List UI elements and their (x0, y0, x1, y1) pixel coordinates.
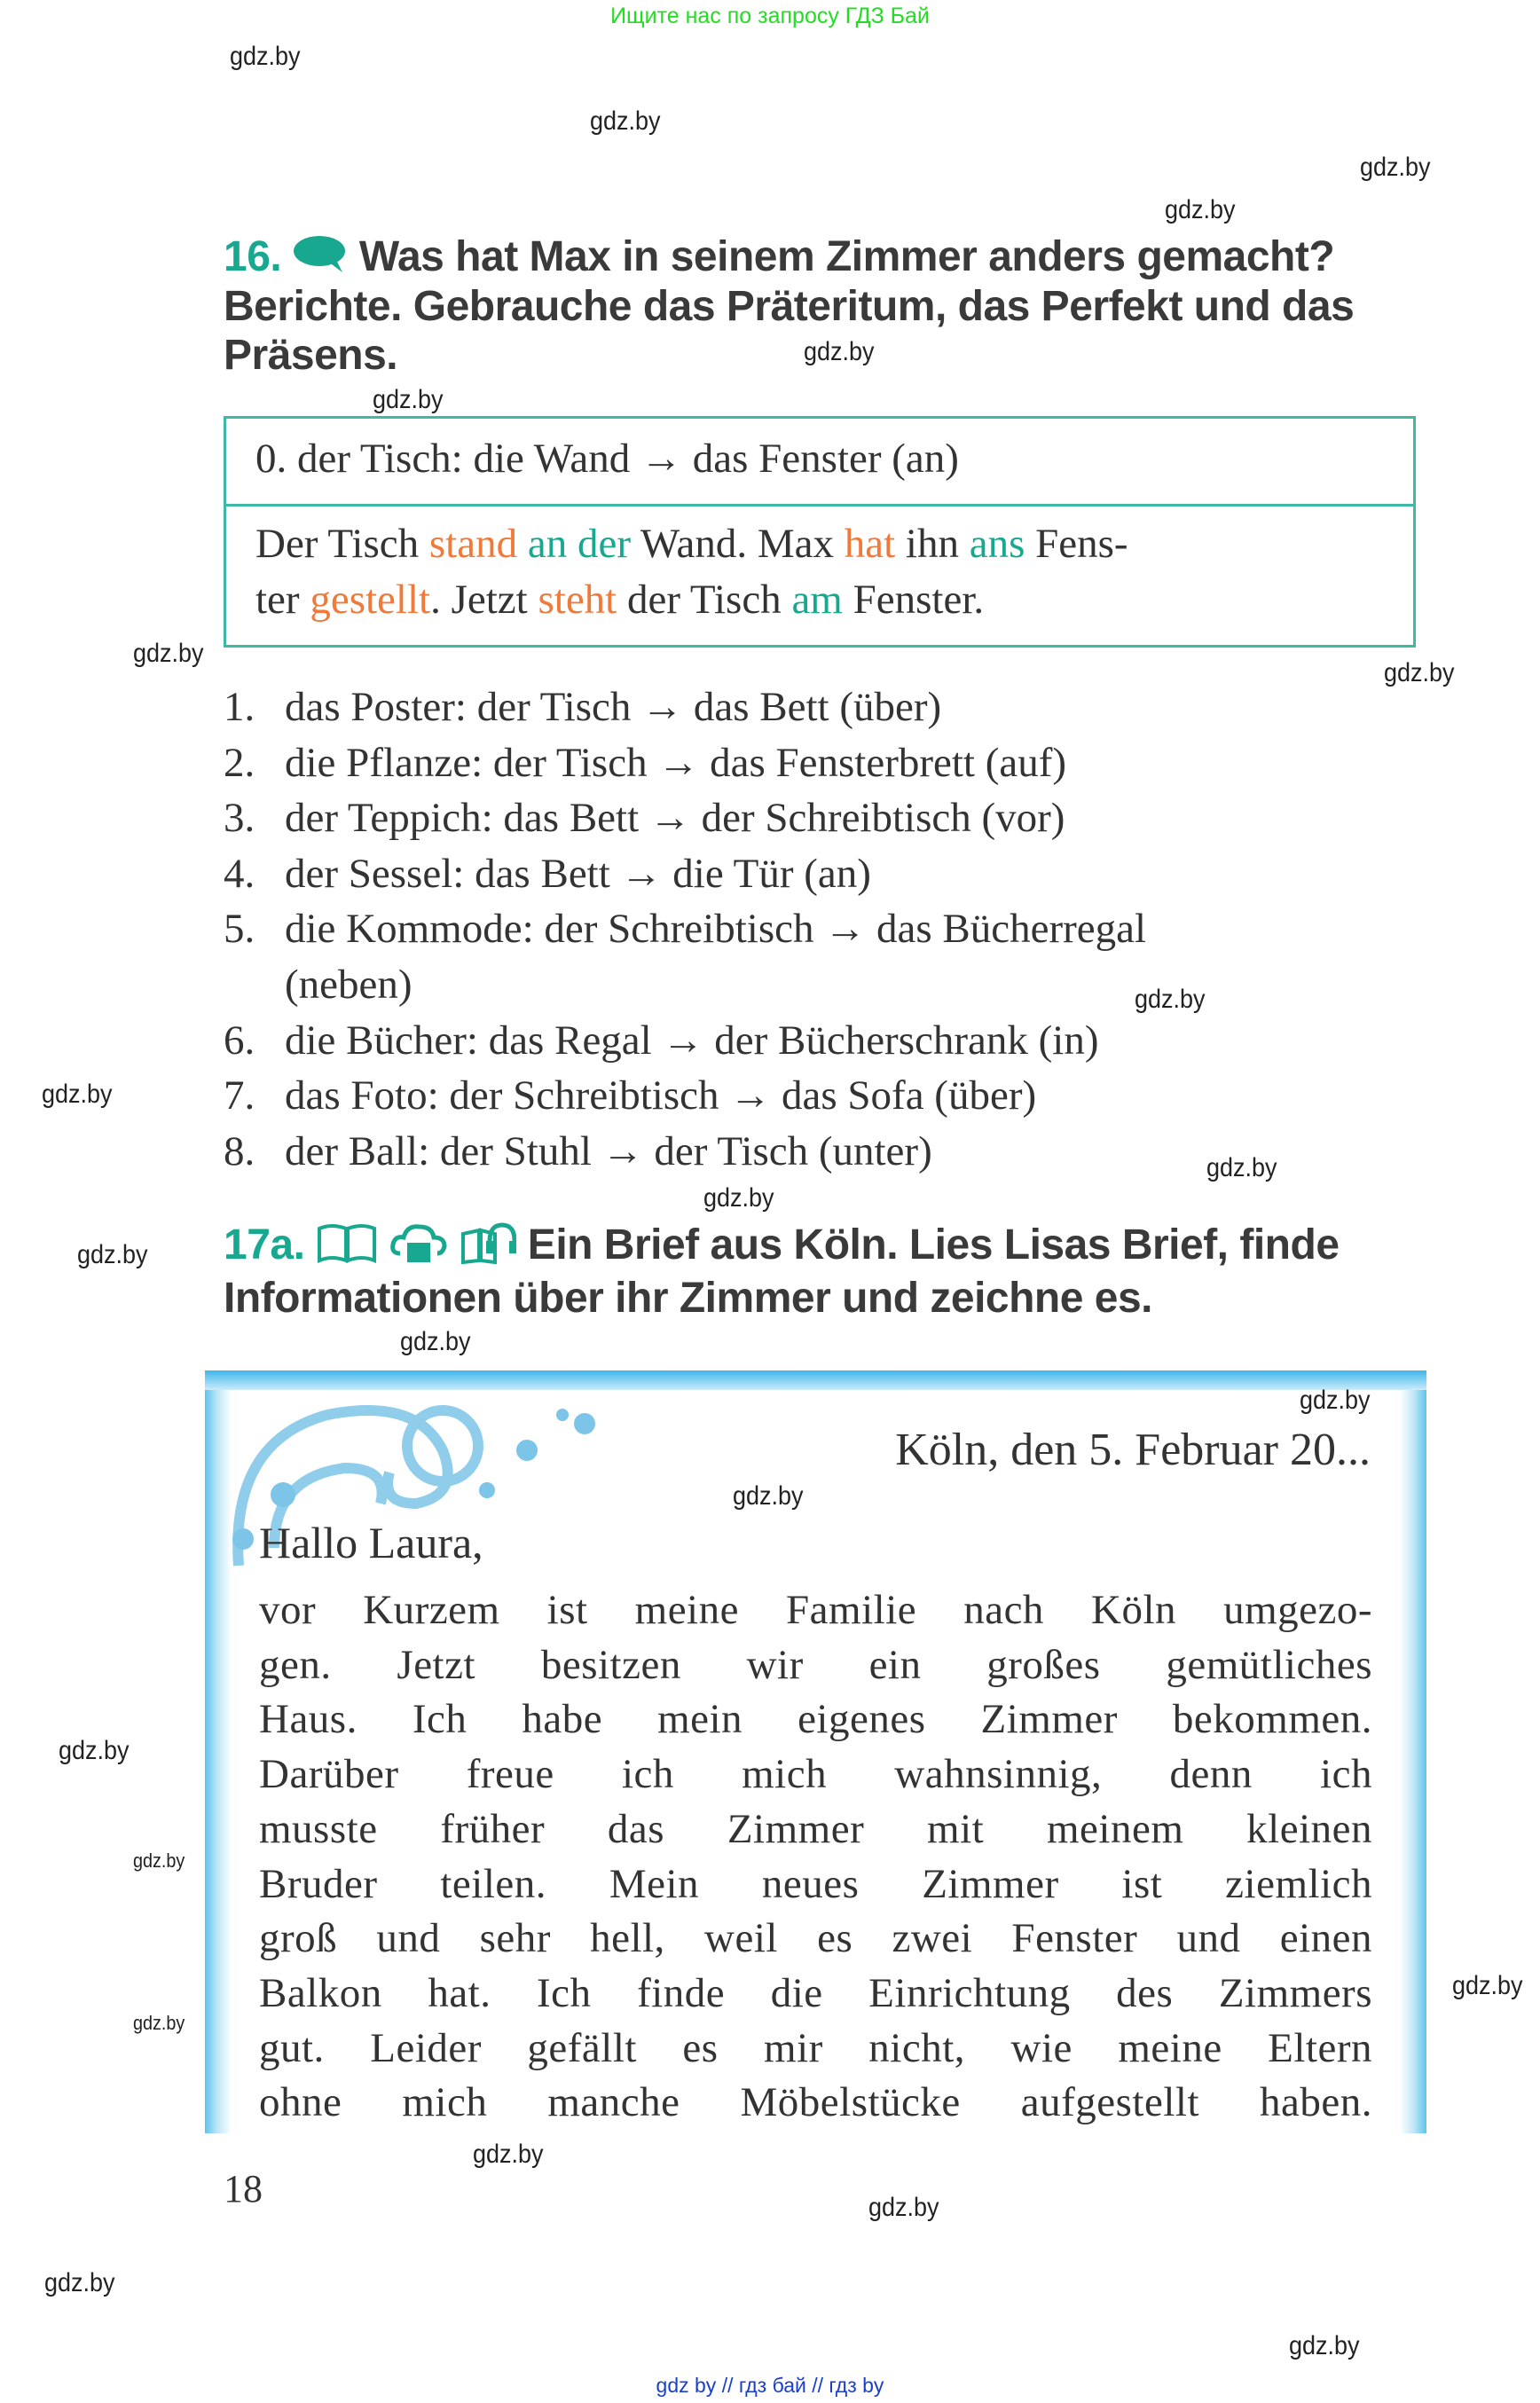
list-item (224, 961, 412, 1009)
highlighted-verb-form: an der (527, 521, 631, 567)
watermark: gdz.by (44, 2268, 115, 2297)
task16-heading-line1 (224, 232, 1417, 281)
letter-line: gut. Leider gefällt es mir nicht, wie meine Eltern (259, 2024, 1372, 2071)
cloud-folder-icon (389, 1221, 448, 1264)
task17a-title: Ein Brief aus Köln. Lies Lisas Brief, finde (527, 1221, 1340, 1268)
speech-bubble-icon (293, 235, 348, 274)
answer-text: der Tisch (617, 577, 792, 623)
watermark: gdz.by (400, 1327, 471, 1356)
letter-line: groß und sehr hell, weil es zwei Fenster und einen (259, 1915, 1372, 1962)
list-item (224, 850, 871, 899)
watermark: gdz.by (868, 2193, 939, 2222)
item-text: (neben) (285, 962, 412, 1008)
highlighted-verb-form: steht (538, 577, 617, 623)
item-number: 8. (224, 1127, 255, 1174)
item-text: das Foto: der Schreibtisch → das Sofa (über) (285, 1072, 1037, 1119)
highlighted-verb-form: gestellt (310, 577, 431, 623)
letter-line: vor Kurzem ist meine Familie nach Köln umgezo- (259, 1587, 1372, 1633)
item-text: die Bücher: das Regal → der Bücherschrank (in) (285, 1017, 1099, 1064)
watermark: gdz.by (133, 1849, 185, 1872)
highlighted-verb-form: am (791, 577, 843, 623)
list-item (224, 1072, 1036, 1120)
item-number: 3. (224, 795, 255, 842)
watermark: gdz.by (733, 1481, 804, 1511)
letter-line: Balkon hat. Ich finde die Einrichtung des Zimmers (259, 1969, 1372, 2016)
item-number: 1. (224, 684, 255, 730)
example-prompt: 0. der Tisch: die Wand → das Fenster (an) (255, 436, 959, 482)
item-text: die Pflanze: der Tisch → das Fensterbrett (auf) (285, 739, 1067, 786)
answer-text (517, 521, 528, 567)
answer-text: Wand. Max (630, 521, 845, 567)
watermark: gdz.by (1165, 195, 1236, 224)
watermark: gdz.by (230, 42, 301, 71)
watermark: gdz.by (703, 1183, 774, 1213)
list-item (224, 794, 1065, 843)
answer-text: Fenster. (842, 577, 985, 623)
task16-heading-line3: Präsens. (224, 332, 398, 379)
answer-text: Fens- (1025, 521, 1128, 567)
item-number: 4. (224, 850, 255, 897)
watermark: gdz.by (133, 2012, 185, 2034)
watermark: gdz.by (1384, 658, 1455, 687)
task17a-number: 17a. (224, 1221, 305, 1268)
letter-line: ohne mich manche Möbelstücke aufgestellt haben. (259, 2079, 1372, 2126)
item-number: 6. (224, 1017, 255, 1064)
watermark: gdz.by (373, 385, 444, 414)
item-number: 7. (224, 1072, 255, 1119)
letter-greeting: Hallo Laura, (259, 1518, 483, 1567)
answer-text: Der Tisch (255, 521, 429, 567)
answer-text: . Jetzt (430, 577, 538, 623)
search-banner[interactable]: Ищите нас по запросу ГДЗ Бай (610, 4, 930, 28)
task16-heading-line2: Berichte. Gebrauche das Präteritum, das Perfekt und das (224, 283, 1355, 330)
book-icon (316, 1221, 378, 1264)
example-box (224, 416, 1416, 648)
item-number: 5. (224, 906, 255, 953)
list-item (224, 1017, 1099, 1065)
item-text: der Ball: der Stuhl → der Tisch (unter) (285, 1127, 932, 1174)
list-item (224, 1127, 932, 1176)
highlighted-verb-form: hat (844, 521, 896, 567)
letter-line: Bruder teilen. Mein neues Zimmer ist ziemlich (259, 1860, 1372, 1907)
task16-number: 16. (224, 233, 282, 280)
watermark: gdz.by (133, 639, 204, 668)
task16-title: Was hat Max in seinem Zimmer anders gemacht? (358, 233, 1335, 280)
audio-book-icon (460, 1221, 516, 1264)
letter-date: Köln, den 5. Februar 20... (895, 1425, 1371, 1475)
highlighted-verb-form: stand (428, 521, 518, 567)
highlighted-verb-form: ans (969, 521, 1025, 567)
list-item (224, 739, 1066, 788)
list-item (224, 683, 941, 732)
watermark: gdz.by (1452, 1971, 1523, 2000)
item-text: der Teppich: das Bett → der Schreibtisch (vor) (285, 795, 1065, 842)
watermark: gdz.by (77, 1240, 148, 1269)
watermark: gdz.by (590, 106, 661, 136)
letter-line: gen. Jetzt besitzen wir ein großes gemütliches (259, 1641, 1372, 1688)
item-text: die Kommode: der Schreibtisch → das Bücherregal (285, 906, 1147, 953)
watermark: gdz.by (59, 1736, 130, 1765)
divider (226, 504, 1413, 507)
footer-links[interactable]: gdz by // гдз бай // гдз by (656, 2374, 884, 2397)
letter-top-border (205, 1370, 1426, 1390)
item-text: das Poster: der Tisch → das Bett (über) (285, 684, 942, 730)
watermark: gdz.by (804, 337, 875, 366)
example-answer-line2 (255, 576, 984, 624)
task17a-heading-line1 (224, 1221, 1417, 1269)
answer-text: ter (255, 577, 310, 623)
task17a-heading-line2: Informationen über ihr Zimmer und zeichne es. (224, 1275, 1152, 1322)
watermark: gdz.by (1206, 1153, 1277, 1182)
list-item (224, 905, 1146, 954)
example-answer-line1 (255, 520, 1128, 569)
watermark: gdz.by (1289, 2331, 1360, 2360)
answer-text: ihn (895, 521, 970, 567)
item-number: 2. (224, 739, 255, 786)
item-text: der Sessel: das Bett → die Tür (an) (285, 850, 871, 897)
letter-line: Haus. Ich habe mein eigenes Zimmer bekommen. (259, 1696, 1372, 1743)
letter-line: Darüber freue ich mich wahnsinnig, denn ich (259, 1751, 1372, 1798)
page-number: 18 (224, 2167, 263, 2211)
letter-card (205, 1370, 1426, 2133)
watermark: gdz.by (1300, 1386, 1371, 1415)
watermark: gdz.by (1135, 985, 1206, 1014)
watermark: gdz.by (473, 2140, 544, 2169)
letter-line: musste früher das Zimmer mit meinem kleinen (259, 1805, 1372, 1852)
watermark: gdz.by (42, 1080, 113, 1109)
watermark: gdz.by (1360, 153, 1431, 182)
